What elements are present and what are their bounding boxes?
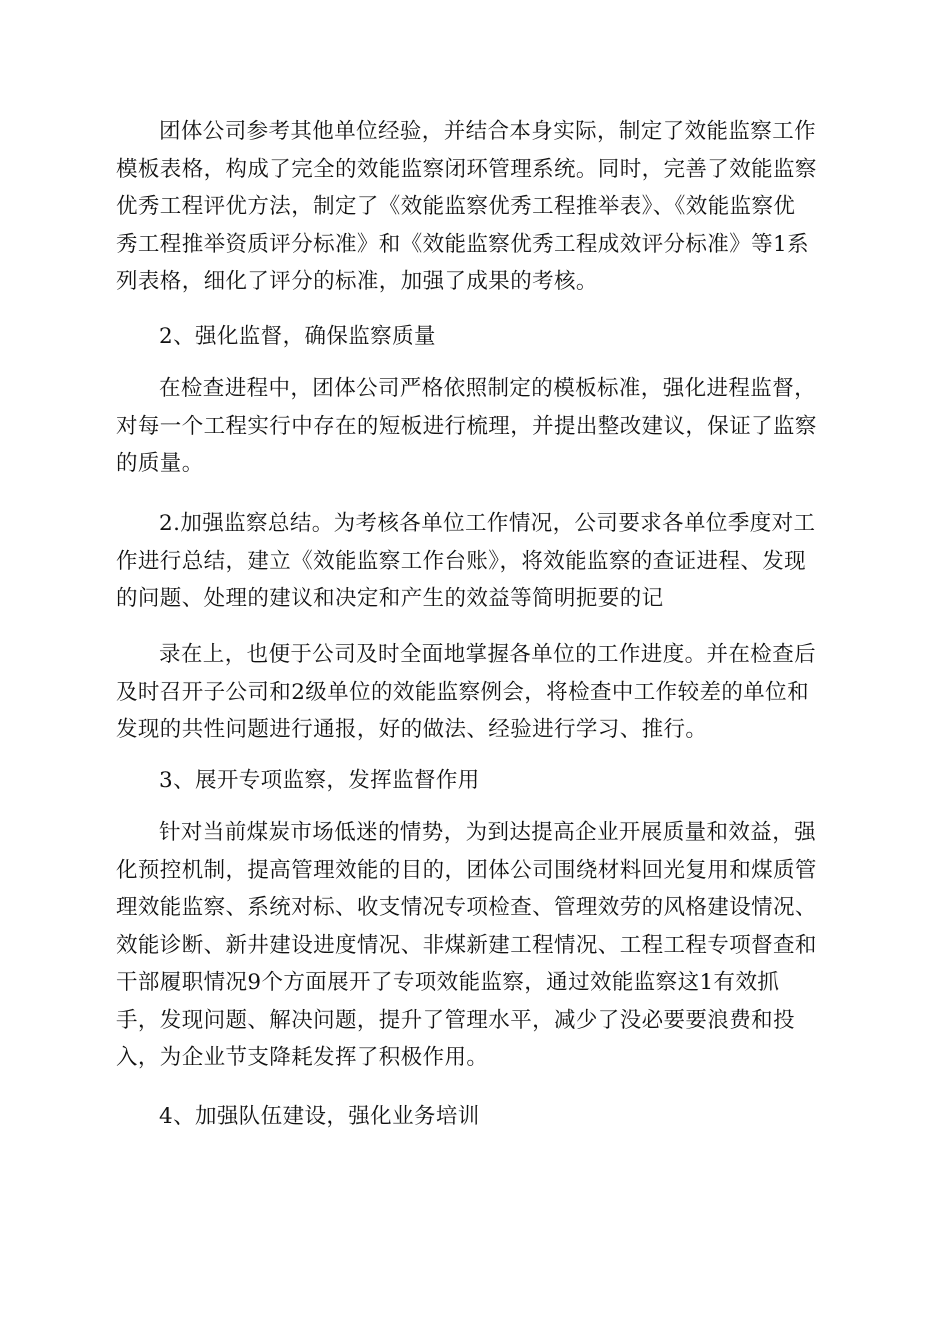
text-line: 入，为企业节支降耗发挥了积极作用。	[116, 1045, 489, 1070]
text-line: 模板表格，构成了完全的效能监察闭环管理系统。同时，完善了效能监察	[116, 156, 817, 182]
paragraph-1	[116, 113, 836, 301]
text-line: 理效能监察、系统对标、收支情况专项检查、管理效劳的风格建设情况、	[116, 895, 817, 920]
text-line: 列表格，细化了评分的标准，加强了成果的考核。	[116, 269, 598, 294]
text-line: 手，发现问题、解决问题，提升了管理水平，减少了没必要要浪费和投	[116, 1007, 795, 1033]
paragraph-4	[116, 636, 836, 749]
text-line: 录在上，也便于公司及时全面地掌握各单位的工作进度。并在检查后	[159, 642, 817, 667]
text-line: 团体公司参考其他单位经验，并结合本身实际，制定了效能监察工作	[159, 119, 817, 144]
paragraph-5	[116, 814, 836, 1077]
text-line: 对每一个工程实行中存在的短板进行梳理，并提出整改建议，保证了监察	[116, 413, 817, 439]
text-line: 作进行总结，建立《效能监察工作台账》，将效能监察的查证进程、发现	[116, 548, 807, 574]
section-heading-4: 4、加强队伍建设，强化业务培训	[159, 1104, 480, 1129]
paragraph-2	[116, 370, 836, 483]
text-line: 及时召开子公司和2级单位的效能监察例会，将检查中工作较差的单位和	[116, 679, 809, 705]
text-line: 干部履职情况9个方面展开了专项效能监察，通过效能监察这1有效抓	[116, 970, 780, 995]
paragraph-3	[116, 505, 836, 618]
text-line: 效能诊断、新井建设进度情况、非煤新建工程情况、工程工程专项督查和	[116, 932, 817, 958]
text-line: 针对当前煤炭市场低迷的情势，为到达提高企业开展质量和效益，强	[159, 820, 817, 845]
text-line: 的问题、处理的建议和决定和产生的效益等简明扼要的记	[116, 586, 664, 611]
text-line: 在检查进程中，团体公司严格依照制定的模板标准，强化进程监督，	[159, 376, 817, 401]
text-line: 的质量。	[116, 451, 204, 476]
section-heading-2: 2、强化监督，确保监察质量	[159, 324, 436, 349]
text-line: 发现的共性问题进行通报，好的做法、经验进行学习、推行。	[116, 717, 708, 742]
text-line: 2.加强监察总结。为考核各单位工作情况，公司要求各单位季度对工	[159, 511, 816, 536]
section-heading-3: 3、展开专项监察，发挥监督作用	[159, 768, 480, 793]
text-line: 秀工程推举资质评分标准》和《效能监察优秀工程成效评分标准》等1系	[116, 231, 809, 257]
text-line: 化预控机制，提高管理效能的目的，团体公司围绕材料回光复用和煤质管	[116, 857, 817, 883]
text-line: 优秀工程评优方法，制定了《效能监察优秀工程推举表》、《效能监察优	[116, 194, 796, 219]
